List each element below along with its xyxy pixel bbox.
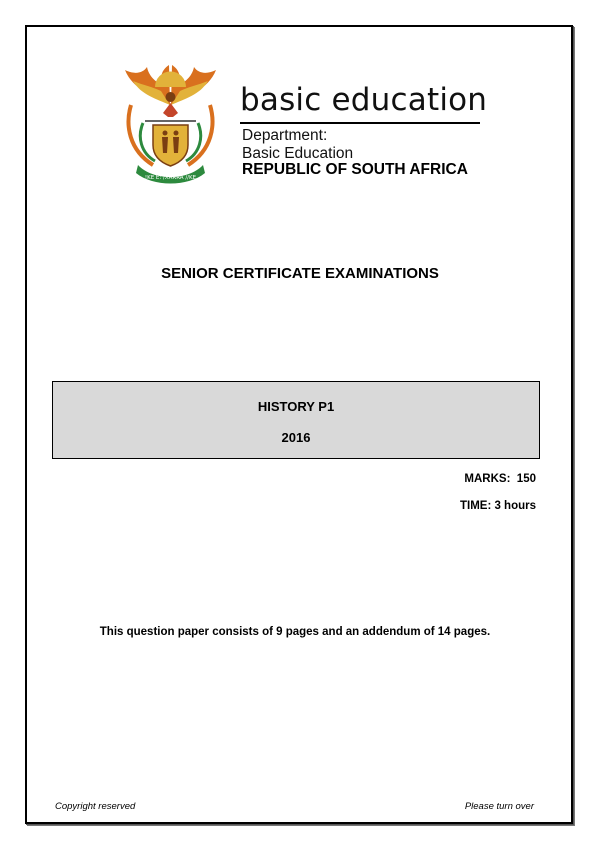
time-allowed: TIME: 3 hours [459, 500, 536, 512]
turn-over-footer: Please turn over [464, 801, 534, 812]
brand-name: basic education [240, 82, 488, 118]
copyright-footer: Copyright reserved [55, 801, 136, 812]
subject-box [52, 381, 540, 459]
crest-motto: !KE E: /XARRA //KE [144, 175, 197, 181]
exam-year: 2016 [281, 430, 311, 445]
department-name: Basic Education [242, 145, 354, 162]
coat-of-arms-icon [123, 65, 218, 185]
brand-divider [240, 122, 480, 124]
republic-name: REPUBLIC OF SOUTH AFRICA [242, 161, 468, 178]
page-count-note: This question paper consists of 9 pages and an addendum of 14 pages. [99, 626, 491, 638]
exam-title: SENIOR CERTIFICATE EXAMINATIONS [161, 265, 439, 282]
subject-name: HISTORY P1 [257, 399, 335, 414]
department-label: Department: [242, 127, 328, 144]
marks-total: MARKS: 150 [464, 473, 536, 485]
